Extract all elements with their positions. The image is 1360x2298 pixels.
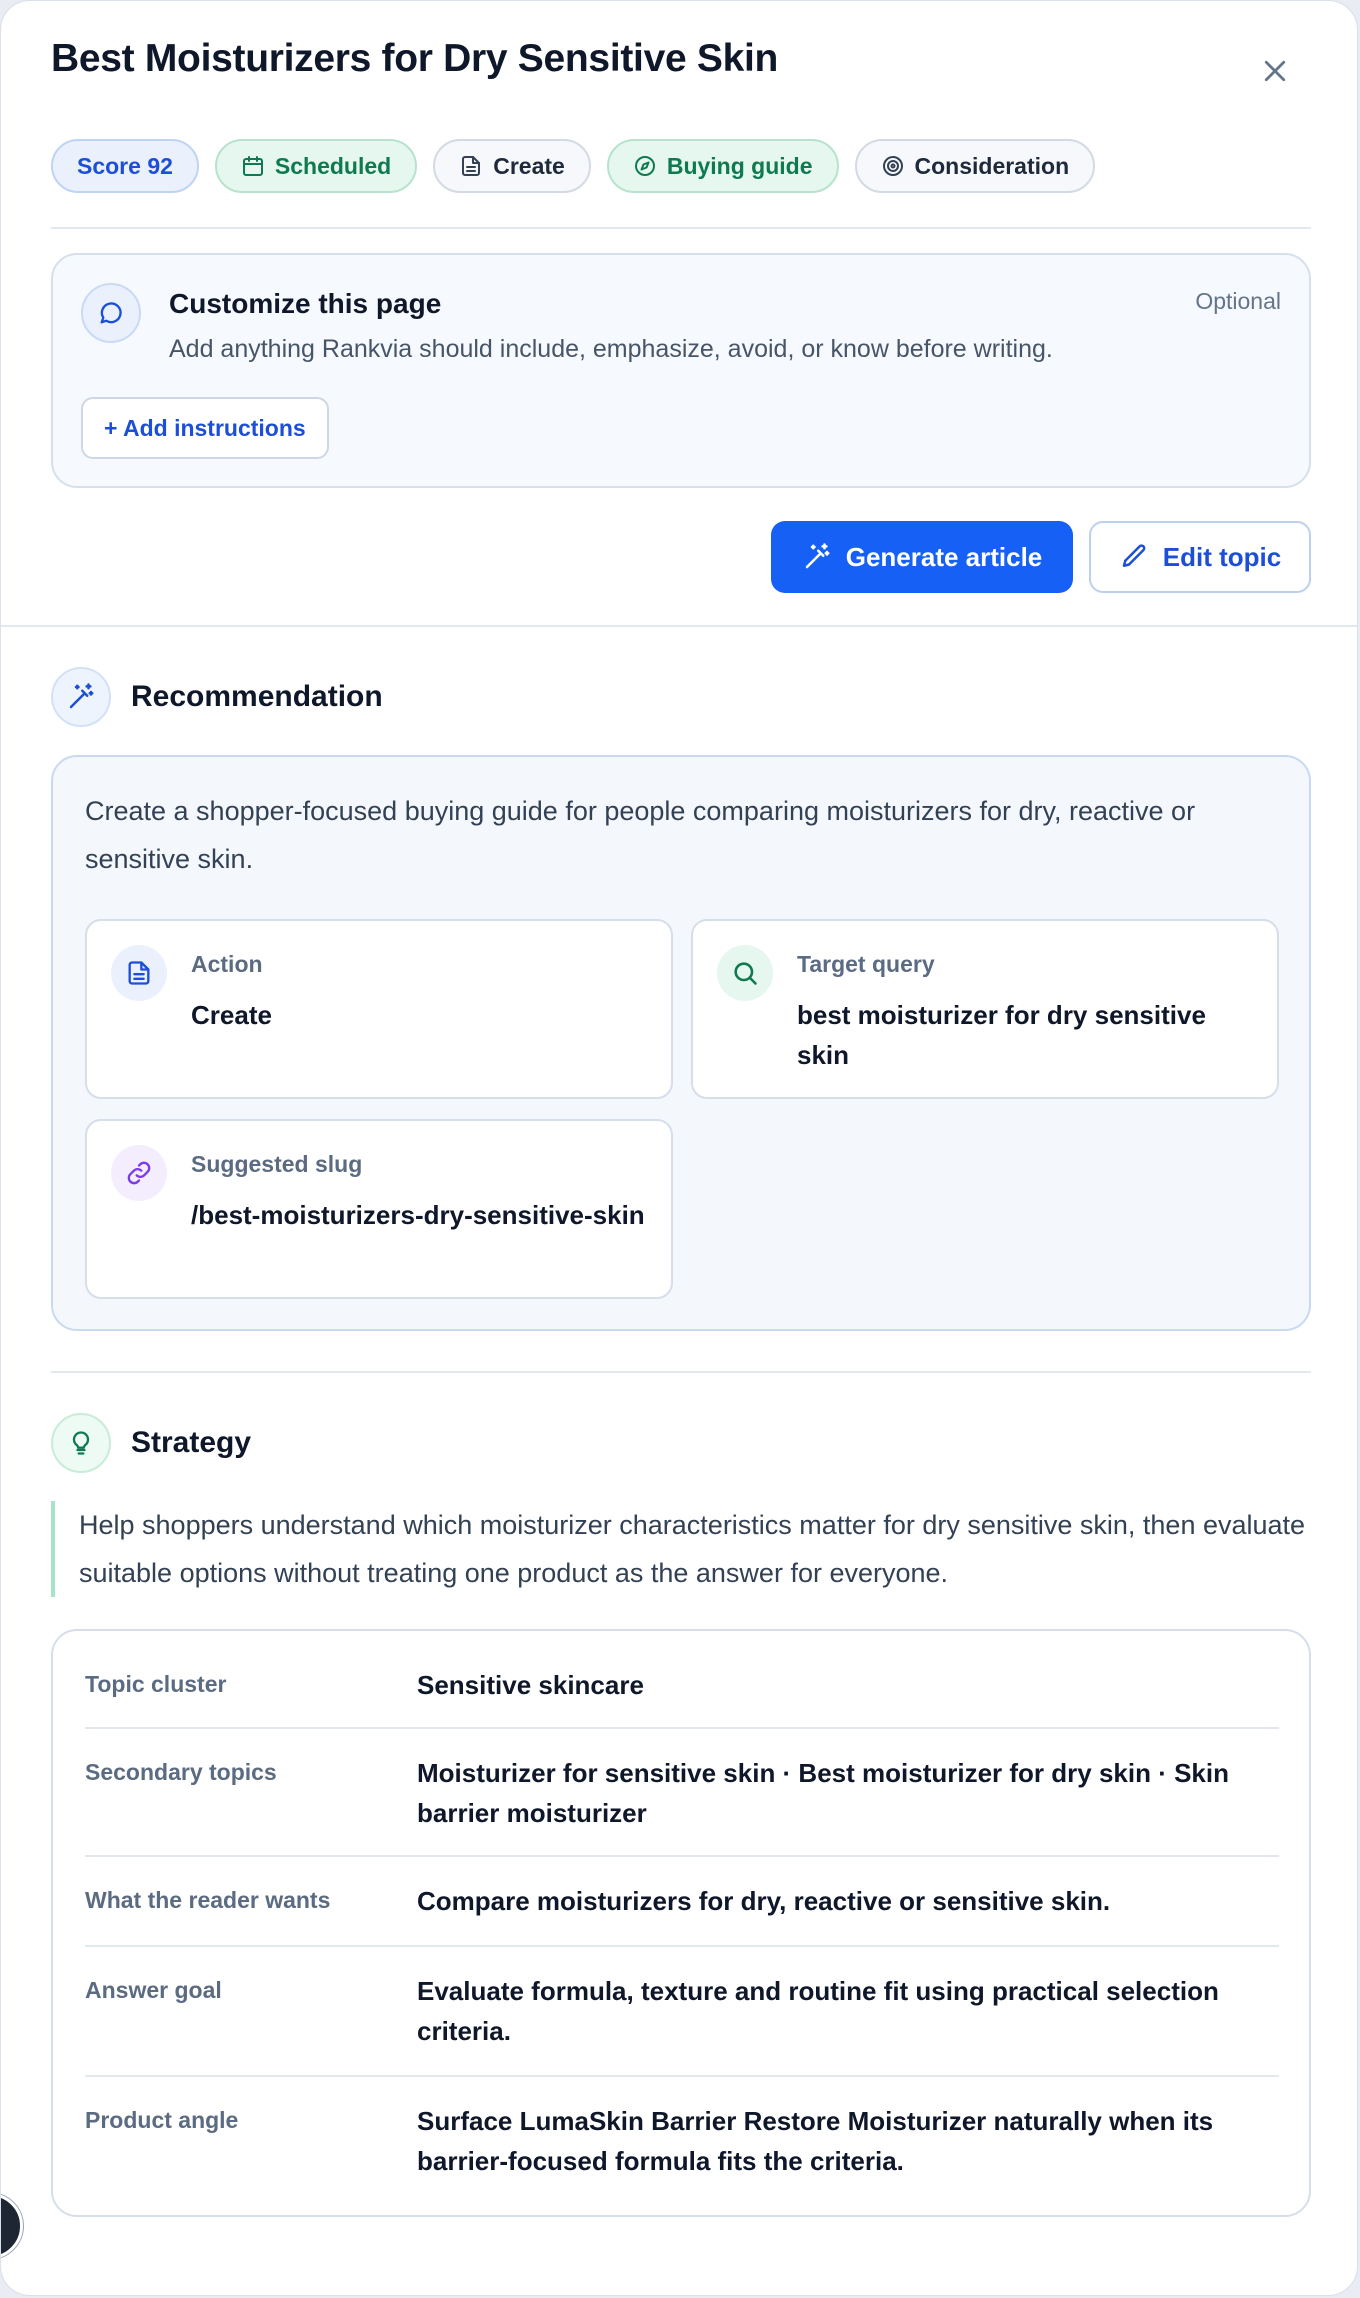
strategy-text: Help shoppers understand which moisturizer characteristics matter for dry sensitive skin, then evaluate suitable options without treating one product as the answer for everyone.	[51, 1501, 1313, 1597]
table-row	[85, 1945, 1279, 2077]
row-value: Evaluate formula, texture and routine fit using practical selection criteria.	[417, 1976, 1219, 2046]
customize-description: Add anything Rankvia should include, emphasize, avoid, or know before writing.	[169, 335, 1053, 363]
action-card	[85, 919, 673, 1099]
recommendation-icon-badge	[51, 667, 111, 727]
table-row	[85, 1727, 1279, 1857]
stage-chip	[855, 139, 1096, 193]
section-divider	[1, 625, 1358, 627]
customize-card	[51, 253, 1311, 488]
document-icon	[459, 154, 483, 178]
edit-topic-button[interactable]	[1089, 521, 1311, 593]
pencil-icon	[1119, 542, 1149, 572]
avatar[interactable]	[0, 2193, 23, 2259]
content-type-chip	[607, 139, 839, 193]
row-value: Sensitive skincare	[417, 1670, 644, 1700]
row-label: Topic cluster	[85, 1671, 227, 1697]
slug-icon-badge	[111, 1145, 167, 1201]
page-title: Best Moisturizers for Dry Sensitive Skin	[51, 37, 779, 80]
row-label: Product angle	[85, 2107, 239, 2133]
action-chip	[433, 139, 591, 193]
recommendation-text: Create a shopper-focused buying guide for people comparing moisturizers for dry, reactive or sensitive skin.	[85, 796, 1196, 874]
table-row	[85, 1855, 1279, 1947]
recommendation-title: Recommendation	[131, 680, 383, 713]
target-query-card	[691, 919, 1279, 1099]
calendar-icon	[241, 154, 265, 178]
close-icon	[1260, 56, 1290, 86]
score-chip-label: Score 92	[77, 152, 173, 179]
magic-wand-icon	[802, 542, 832, 572]
edit-topic-label: Edit topic	[1162, 541, 1282, 572]
magic-wand-icon	[66, 682, 96, 712]
row-label: Answer goal	[85, 1977, 222, 2003]
suggested-slug-card	[85, 1119, 673, 1299]
row-value: Compare moisturizers for dry, reactive or sensitive skin.	[417, 1886, 1111, 1916]
target-query-value: best moisturizer for dry sensitive skin	[797, 1000, 1206, 1070]
generate-article-label: Generate article	[845, 541, 1043, 572]
topic-chips	[51, 139, 1095, 195]
compass-icon	[633, 154, 657, 178]
action-chip-label: Create	[493, 152, 565, 179]
lightbulb-icon	[67, 1429, 95, 1457]
table-row	[85, 1631, 1279, 1729]
stage-chip-label: Consideration	[914, 152, 1070, 179]
content-type-chip-label: Buying guide	[666, 152, 813, 179]
customize-icon-badge	[81, 283, 141, 343]
generate-article-button[interactable]	[771, 521, 1073, 593]
status-chip	[215, 139, 417, 193]
header-divider	[51, 227, 1311, 229]
suggested-slug-label: Suggested slug	[191, 1151, 363, 1177]
target-query-icon-badge	[717, 945, 773, 1001]
suggested-slug-value: /best-moisturizers-dry-sensitive-skin	[191, 1200, 645, 1230]
status-chip-label: Scheduled	[274, 152, 392, 179]
document-icon	[125, 959, 153, 987]
add-instructions-button[interactable]: + Add instructions	[81, 397, 329, 459]
link-icon	[125, 1159, 153, 1187]
chat-bubble-icon	[97, 299, 125, 327]
row-label: Secondary topics	[85, 1759, 277, 1785]
optional-label: Optional	[1195, 288, 1281, 314]
action-card-icon-badge	[111, 945, 167, 1001]
action-card-value: Create	[191, 1000, 272, 1030]
close-button[interactable]	[1255, 51, 1295, 91]
strategy-title: Strategy	[131, 1426, 252, 1459]
strategy-icon-badge	[51, 1413, 111, 1473]
target-icon	[881, 154, 905, 178]
customize-title: Customize this page	[169, 288, 442, 319]
recommendation-card	[51, 755, 1311, 1331]
strategy-divider	[51, 1371, 1311, 1373]
search-icon	[731, 959, 759, 987]
table-row	[85, 2075, 1279, 2215]
row-value: Surface LumaSkin Barrier Restore Moisturizer naturally when its barrier-focused formula fits the criteria.	[417, 2106, 1214, 2176]
row-value: Moisturizer for sensitive skin · Best moisturizer for dry skin · Skin barrier moisturizer	[417, 1758, 1229, 1828]
action-card-label: Action	[191, 951, 263, 977]
score-chip	[51, 139, 199, 193]
row-label: What the reader wants	[85, 1887, 331, 1913]
strategy-details-table	[51, 1629, 1311, 2217]
target-query-label: Target query	[797, 951, 935, 977]
